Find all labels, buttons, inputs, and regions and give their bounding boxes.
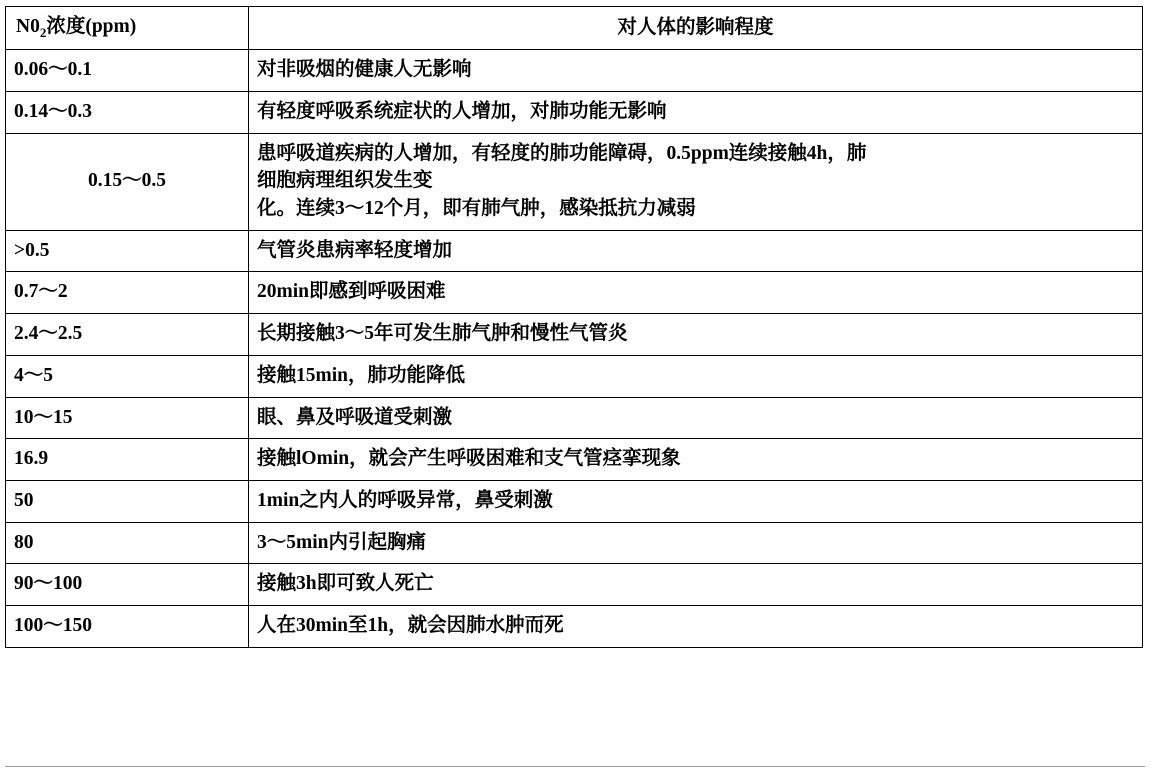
table-row (6, 439, 1143, 481)
table-row (6, 605, 1143, 647)
table-row (6, 133, 1143, 230)
cell-concentration: 0.14～0.3 (6, 92, 249, 134)
cell-concentration: >0.5 (6, 230, 249, 272)
cell-effect: 长期接触3～5年可发生肺气肿和慢性气管炎 (249, 314, 1143, 356)
cell-concentration: 80 (6, 522, 249, 564)
cell-effect: 1min之内人的呼吸异常，鼻受刺激 (249, 480, 1143, 522)
table-row (6, 50, 1143, 92)
cell-effect: 接触15min，肺功能降低 (249, 355, 1143, 397)
cell-concentration: 2.4～2.5 (6, 314, 249, 356)
cell-concentration: 0.15～0.5 (6, 133, 249, 230)
cell-effect: 有轻度呼吸系统症状的人增加，对肺功能无影响 (249, 92, 1143, 134)
cell-effect: 3～5min内引起胸痛 (249, 522, 1143, 564)
cell-effect: 人在30min至1h，就会因肺水肿而死 (249, 605, 1143, 647)
cell-effect: 接触lOmin，就会产生呼吸困难和支气管痉挛现象 (249, 439, 1143, 481)
column-header-concentration-subscript: 2 (39, 24, 47, 40)
cell-concentration: 50 (6, 480, 249, 522)
cell-effect-line-1: 患呼吸道疾病的人增加，有轻度的肺功能障碍，0.5ppm连续接触4h，肺 (257, 142, 867, 164)
no2-effects-table (5, 6, 1143, 648)
cell-concentration: 100～150 (6, 605, 249, 647)
table-row (6, 564, 1143, 606)
cell-concentration: 0.06～0.1 (6, 50, 249, 92)
cell-concentration: 16.9 (6, 439, 249, 481)
cell-concentration: 90～100 (6, 564, 249, 606)
table-row (6, 92, 1143, 134)
column-header-concentration-prefix: N0 (16, 16, 40, 37)
column-header-concentration-suffix: 浓度(ppm) (46, 16, 137, 37)
column-header-effect: 对人体的影响程度 (249, 7, 1143, 50)
cell-effect: 对非吸烟的健康人无影响 (249, 50, 1143, 92)
table-row (6, 522, 1143, 564)
footer-divider (5, 766, 1145, 767)
cell-effect: 接触3h即可致人死亡 (249, 564, 1143, 606)
cell-effect: 气管炎患病率轻度增加 (249, 230, 1143, 272)
table-row (6, 230, 1143, 272)
cell-effect-line-3: 化。连续3～12个月，即有肺气肿，感染抵抗力减弱 (257, 198, 696, 220)
table-container (5, 6, 1145, 648)
table-row (6, 355, 1143, 397)
table-row (6, 272, 1143, 314)
table-row (6, 314, 1143, 356)
cell-concentration: 10～15 (6, 397, 249, 439)
cell-effect: 20min即感到呼吸困难 (249, 272, 1143, 314)
table-row (6, 397, 1143, 439)
table-row (6, 480, 1143, 522)
column-header-concentration (6, 7, 249, 50)
table-header-row (6, 7, 1143, 50)
cell-effect: 眼、鼻及呼吸道受刺激 (249, 397, 1143, 439)
cell-effect-line-2: 细胞病理组织发生变 (257, 170, 433, 192)
cell-effect (249, 133, 1143, 230)
cell-concentration: 4～5 (6, 355, 249, 397)
cell-concentration: 0.7～2 (6, 272, 249, 314)
